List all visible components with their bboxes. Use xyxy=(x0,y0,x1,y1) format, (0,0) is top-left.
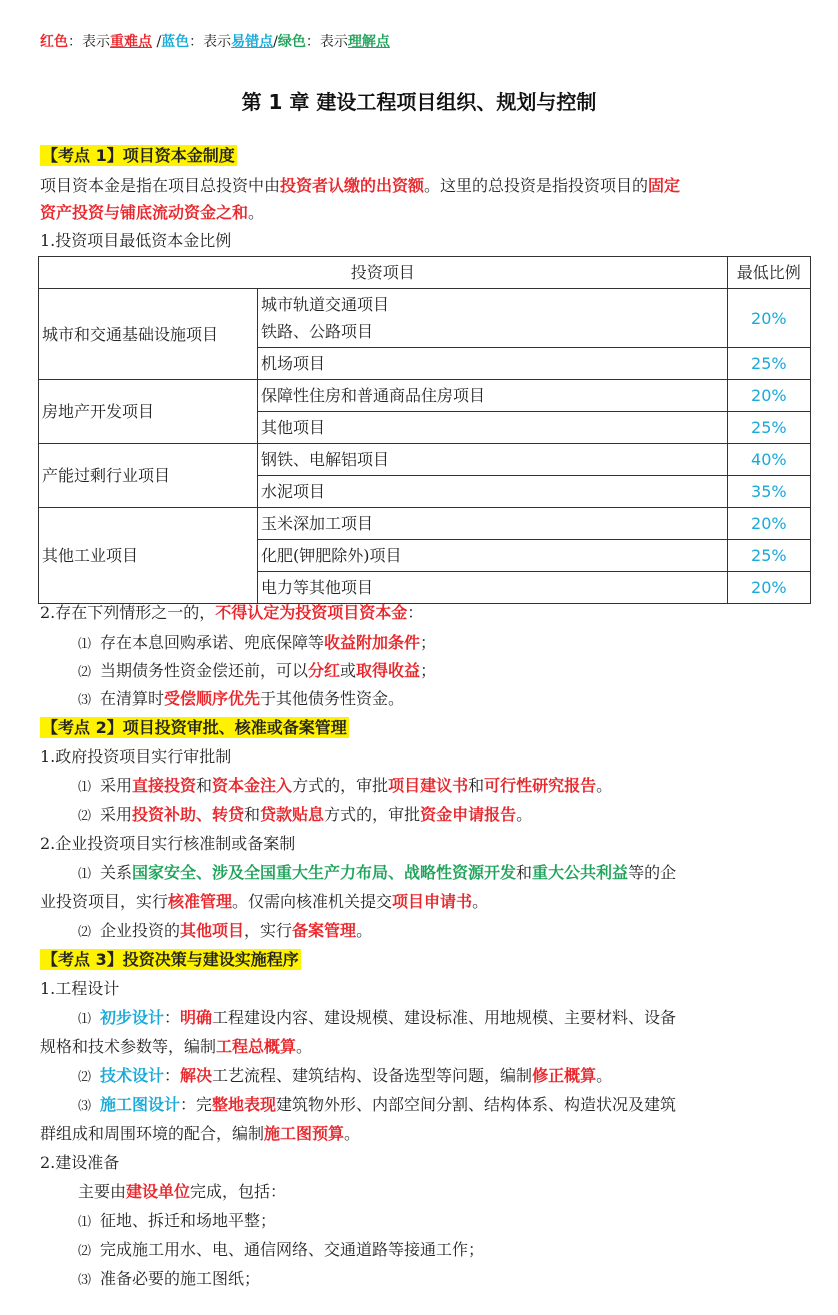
k3-subhead-1: 1.工程设计 xyxy=(40,979,120,998)
k3-i1-d: 工程建设内容、建设规模、建设标准、用地规模、主要材料、设备 xyxy=(212,1008,677,1027)
legend-green-sep: ：表示 xyxy=(305,34,348,50)
table-header-row xyxy=(39,257,811,289)
table-group-cell: 产能过剩行业项目 xyxy=(39,444,258,508)
k2-i3-c: 和 xyxy=(516,863,533,882)
k2-i4-e: 。 xyxy=(356,921,373,940)
k3-p-c: 完成，包括： xyxy=(190,1182,287,1201)
table-item-cell xyxy=(258,289,728,348)
legend-green-label: 绿色 xyxy=(277,34,306,50)
k3-i1-c: 明确 xyxy=(180,1008,213,1027)
k3-heading-line xyxy=(40,950,301,970)
k1-i2-e: ； xyxy=(420,661,437,680)
k1-i2-d: 取得收益 xyxy=(356,661,421,680)
k3-i2-a: 技术设计 xyxy=(100,1066,165,1085)
table-row xyxy=(39,444,811,476)
k2-i4-b: 其他项目 xyxy=(180,921,245,940)
capital-ratio-table xyxy=(38,256,811,604)
chapter-title: 第 1 章 建设工程项目组织、规划与控制 xyxy=(241,90,597,114)
k1-i1-a: 存在本息回购承诺、兜底保障等 xyxy=(100,633,325,652)
table-item-cell: 化肥(钾肥除外)项目 xyxy=(258,540,728,572)
k1-s2-a: 2.存在下列情形之一的， xyxy=(40,603,216,622)
k1-p1-c: 。这里的总投资是指投资项目的 xyxy=(424,176,649,195)
k2-i2-g: 。 xyxy=(516,805,533,824)
item-number: ⑶ xyxy=(78,1099,92,1114)
k3-i3-b: ：完 xyxy=(180,1095,213,1114)
k3-i3-l2c: 。 xyxy=(344,1124,361,1143)
color-legend xyxy=(40,31,390,51)
k3-i3-l2a: 群组成和周围环境的配合，编制 xyxy=(40,1124,265,1143)
table-item-text: 铁路、公路项目 xyxy=(261,322,374,341)
k3-i2-f: 。 xyxy=(596,1066,613,1085)
k2-subhead-1: 1.政府投资项目实行审批制 xyxy=(40,747,232,766)
k1-i2-c: 或 xyxy=(340,661,357,680)
table-header-project: 投资项目 xyxy=(39,257,728,289)
k1-s2-b: 不得认定为投资项目资本金 xyxy=(215,603,408,622)
k3-i3-d: 建筑物外形、内部空间分割、结构体系、构造状况及建筑 xyxy=(276,1095,677,1114)
k3-i1-l2a: 规格和技术参数等，编制 xyxy=(40,1037,217,1056)
table-ratio-cell: 20% xyxy=(727,572,810,604)
table-item-text: 城市轨道交通项目 xyxy=(261,295,390,314)
k2-i4-d: 备案管理 xyxy=(292,921,357,940)
k1-i3-b: 受偿顺序优先 xyxy=(164,689,261,708)
item-number: ⑵ xyxy=(78,809,92,824)
k3-prep-item-2 xyxy=(78,1240,484,1262)
k1-subhead-2 xyxy=(40,603,423,623)
table-item-cell: 电力等其他项目 xyxy=(258,572,728,604)
k3-i2-c: 解决 xyxy=(180,1066,213,1085)
k3-item-3 xyxy=(78,1095,676,1117)
k3-i1-l2b: 工程总概算 xyxy=(216,1037,297,1056)
k1-p2-a: 资产投资与铺底流动资金之和 xyxy=(40,203,249,222)
k3-i3-a: 施工图设计 xyxy=(100,1095,181,1114)
k2-i1-g: 和 xyxy=(468,776,485,795)
table-ratio-cell: 20% xyxy=(727,289,810,348)
k3-p-a: 主要由 xyxy=(78,1182,127,1201)
k1-i2-b: 分红 xyxy=(308,661,341,680)
k3-i2-d: 工艺流程、建筑结构、设备选型等问题，编制 xyxy=(212,1066,533,1085)
k2-i4-a: 企业投资的 xyxy=(100,921,181,940)
k3-prep-item-1 xyxy=(78,1211,276,1233)
legend-slash-1: / xyxy=(152,34,162,50)
k1-p1-d: 固定 xyxy=(648,176,681,195)
table-ratio-cell: 25% xyxy=(727,412,810,444)
k1-p2-b: 。 xyxy=(248,203,265,222)
table-item-cell: 水泥项目 xyxy=(258,476,728,508)
k3-prep-intro xyxy=(78,1182,286,1202)
k2-i3-a: 关系 xyxy=(100,863,133,882)
k2-i1-e: 方式的，审批 xyxy=(292,776,389,795)
legend-blue-meaning: 易错点 xyxy=(231,34,274,50)
table-group-cell: 城市和交通基础设施项目 xyxy=(39,289,258,380)
k3-p-b: 建设单位 xyxy=(126,1182,191,1201)
item-number: ⑵ xyxy=(78,665,92,680)
table-item-cell: 保障性住房和普通商品住房项目 xyxy=(258,380,728,412)
k1-i2-a: 当期债务性资金偿还前，可以 xyxy=(100,661,309,680)
k1-p1-a: 项目资本金是指在项目总投资中由 xyxy=(40,176,281,195)
k1-i1-c: ； xyxy=(420,633,437,652)
k3-item-1-line-2 xyxy=(40,1037,312,1057)
k3-item-3-line-2 xyxy=(40,1124,360,1144)
legend-blue-sep: ：表示 xyxy=(189,34,232,50)
k2-item-3 xyxy=(78,863,676,885)
k2-i3-l2b: 核准管理 xyxy=(168,892,233,911)
k2-i4-c: ，实行 xyxy=(244,921,293,940)
table-item-cell: 玉米深加工项目 xyxy=(258,508,728,540)
k2-item-3-line-2 xyxy=(40,892,488,912)
item-number: ⑶ xyxy=(78,1273,92,1288)
k3-j3: 准备必要的施工图纸； xyxy=(100,1269,261,1288)
item-number: ⑵ xyxy=(78,1244,92,1259)
k2-i3-l2a: 业投资项目，实行 xyxy=(40,892,169,911)
item-number: ⑵ xyxy=(78,1070,92,1085)
k3-i1-a: 初步设计 xyxy=(100,1008,165,1027)
legend-green-meaning: 理解点 xyxy=(347,34,390,50)
k3-j2: 完成施工用水、电、通信网络、交通道路等接通工作； xyxy=(100,1240,485,1259)
item-number: ⑴ xyxy=(78,780,92,795)
legend-red-meaning: 重难点 xyxy=(110,34,152,50)
k2-i3-d: 重大公共利益 xyxy=(532,863,629,882)
k2-heading: 【考点 2】项目投资审批、核准或备案管理 xyxy=(42,718,347,737)
table-ratio-cell: 20% xyxy=(727,380,810,412)
k2-i3-b: 国家安全、涉及全国重大生产力布局、战略性资源开发 xyxy=(132,863,517,882)
k1-subhead-1: 1.投资项目最低资本金比例 xyxy=(40,231,232,250)
k2-subhead-2: 2.企业投资项目实行核准制或备案制 xyxy=(40,834,296,853)
table-row xyxy=(39,508,811,540)
k2-item-1 xyxy=(78,776,612,798)
k1-heading: 【考点 1】项目资本金制度 xyxy=(42,146,235,165)
k3-prep-item-3 xyxy=(78,1269,260,1291)
k2-i3-e: 等的企 xyxy=(628,863,677,882)
k2-i1-h: 可行性研究报告 xyxy=(484,776,597,795)
k2-i2-b: 投资补助、转贷 xyxy=(132,805,245,824)
k1-item-1 xyxy=(78,633,436,655)
item-number: ⑴ xyxy=(78,1215,92,1230)
k2-i2-d: 贷款贴息 xyxy=(260,805,325,824)
k1-p1-b: 投资者认缴的出资额 xyxy=(280,176,425,195)
k2-i2-c: 和 xyxy=(244,805,261,824)
table-ratio-cell: 25% xyxy=(727,540,810,572)
k2-i1-c: 和 xyxy=(196,776,213,795)
k2-i1-b: 直接投资 xyxy=(132,776,197,795)
k1-heading-line xyxy=(40,146,237,166)
legend-slash-2: / xyxy=(273,34,278,50)
legend-red-label: 红色 xyxy=(40,34,68,50)
legend-blue-label: 蓝色 xyxy=(161,34,190,50)
table-ratio-cell: 35% xyxy=(727,476,810,508)
table-group-cell: 房地产开发项目 xyxy=(39,380,258,444)
legend-red-sep: ：表示 xyxy=(68,34,110,50)
k2-heading-line xyxy=(40,718,349,738)
k3-i3-l2b: 施工图预算 xyxy=(264,1124,345,1143)
k1-item-2 xyxy=(78,661,436,683)
table-header-ratio: 最低比例 xyxy=(727,257,810,289)
k2-i2-e: 方式的，审批 xyxy=(324,805,421,824)
k2-i1-a: 采用 xyxy=(100,776,133,795)
k1-i3-a: 在清算时 xyxy=(100,689,165,708)
table-row xyxy=(39,289,811,348)
k2-item-2 xyxy=(78,805,532,827)
k2-i1-i: 。 xyxy=(596,776,613,795)
item-number: ⑴ xyxy=(78,637,92,652)
item-number: ⑴ xyxy=(78,1012,92,1027)
k1-i1-b: 收益附加条件 xyxy=(324,633,421,652)
table-item-cell: 机场项目 xyxy=(258,348,728,380)
k2-i2-f: 资金申请报告 xyxy=(420,805,517,824)
k2-i3-l2e: 。 xyxy=(472,892,489,911)
table-item-cell: 其他项目 xyxy=(258,412,728,444)
table-ratio-cell: 20% xyxy=(727,508,810,540)
k3-i1-b: ： xyxy=(164,1008,181,1027)
k3-j1: 征地、拆迁和场地平整； xyxy=(100,1211,277,1230)
k3-item-2 xyxy=(78,1066,612,1088)
k2-i3-l2c: 。仅需向核准机关提交 xyxy=(232,892,393,911)
table-ratio-cell: 25% xyxy=(727,348,810,380)
k1-para-line-2 xyxy=(40,203,264,223)
item-number: ⑶ xyxy=(78,693,92,708)
k3-i3-c: 整地表现 xyxy=(212,1095,277,1114)
k3-subhead-2: 2.建设准备 xyxy=(40,1153,120,1172)
k1-item-3 xyxy=(78,689,404,711)
k2-i1-d: 资本金注入 xyxy=(212,776,293,795)
k2-i1-f: 项目建议书 xyxy=(388,776,469,795)
k2-item-4 xyxy=(78,921,372,943)
item-number: ⑵ xyxy=(78,925,92,940)
table-item-cell: 钢铁、电解铝项目 xyxy=(258,444,728,476)
table-group-cell: 其他工业项目 xyxy=(39,508,258,604)
item-number: ⑴ xyxy=(78,867,92,882)
k3-item-1 xyxy=(78,1008,676,1030)
k1-para-line-1 xyxy=(40,176,680,196)
k3-i1-l2c: 。 xyxy=(296,1037,313,1056)
k1-s2-c: ： xyxy=(407,603,424,622)
k3-i2-b: ： xyxy=(164,1066,181,1085)
k3-heading: 【考点 3】投资决策与建设实施程序 xyxy=(42,950,299,969)
table-row xyxy=(39,380,811,412)
k3-i2-e: 修正概算 xyxy=(532,1066,597,1085)
k2-i2-a: 采用 xyxy=(100,805,133,824)
table-ratio-cell: 40% xyxy=(727,444,810,476)
k1-i3-c: 于其他债务性资金。 xyxy=(260,689,405,708)
k2-i3-l2d: 项目申请书 xyxy=(392,892,473,911)
